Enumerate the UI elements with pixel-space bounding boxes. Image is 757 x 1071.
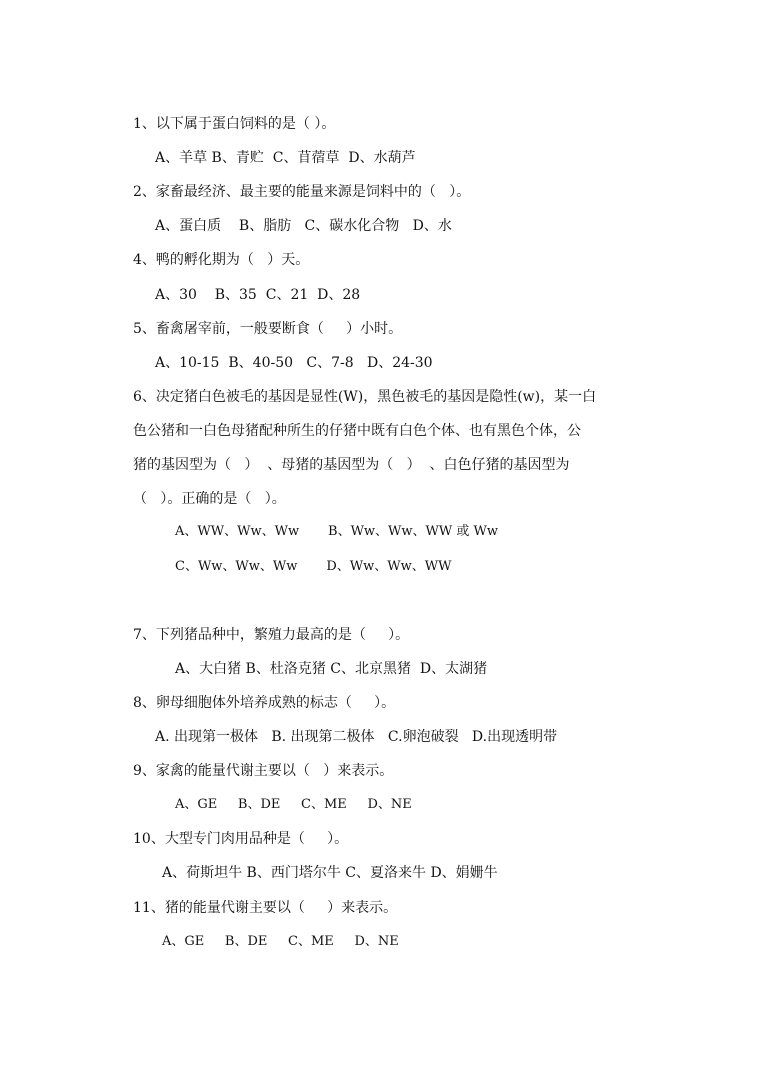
question-10: 10、大型专门肉用品种是（ ）。 (133, 831, 349, 847)
question-7-options: A、大白猪 B、杜洛克猪 C、北京黑猪 D、太湖猪 (175, 661, 488, 677)
question-5-options: A、10-15 B、40-50 C、7-8 D、24-30 (155, 355, 433, 371)
question-4: 4、鸭的孵化期为（ ）天。 (133, 252, 310, 268)
question-2: 2、家畜最经济、最主要的能量来源是饲料中的（ ）。 (133, 184, 471, 200)
question-10-options: A、荷斯坦牛 B、西门塔尔牛 C、夏洛来牛 D、娟姗牛 (162, 865, 498, 881)
question-6-line-2: 色公猪和一白色母猪配种所生的仔猪中既有白色个体、也有黑色个体，公 (133, 423, 581, 439)
question-6-line-4: （ ）。正确的是（ ）。 (133, 491, 286, 507)
question-11-options: A、GE B、DE C、ME D、NE (162, 934, 399, 949)
question-5: 5、畜禽屠宰前，一般要断食（ ）小时。 (133, 321, 403, 337)
question-9-options: A、GE B、DE C、ME D、NE (175, 797, 412, 812)
question-7: 7、下列猪品种中，繁殖力最高的是（ ）。 (133, 627, 410, 643)
question-8: 8、卵母细胞体外培养成熟的标志（ ）。 (133, 695, 396, 711)
question-6-line-3: 猪的基因型为（ ） 、母猪的基因型为（ ） 、白色仔猪的基因型为 (133, 457, 570, 473)
question-11: 11、猪的能量代谢主要以（ ）来表示。 (133, 900, 398, 916)
question-8-options: A. 出现第一极体 B. 出现第二极体 C.卵泡破裂 D.出现透明带 (155, 729, 558, 745)
question-4-options: A、30 B、35 C、21 D、28 (155, 287, 361, 303)
question-6-line-1: 6、决定猪白色被毛的基因是显性(W)，黑色被毛的基因是隐性(w)，某一白 (133, 389, 597, 405)
question-1: 1、以下属于蛋白饲料的是（ ）。 (133, 116, 336, 132)
question-2-options: A、蛋白质 B、脂肪 C、碳水化合物 D、水 (155, 218, 452, 234)
question-6-options-a: A、WW、Ww、Ww B、Ww、Ww、WW 或 Ww (175, 524, 499, 539)
question-6-options-b: C、Ww、Ww、Ww D、Ww、Ww、WW (175, 559, 452, 574)
question-1-options: A、羊草 B、青贮 C、苜蓿草 D、水葫芦 (155, 150, 416, 166)
question-9: 9、家禽的能量代谢主要以（ ）来表示。 (133, 763, 394, 779)
